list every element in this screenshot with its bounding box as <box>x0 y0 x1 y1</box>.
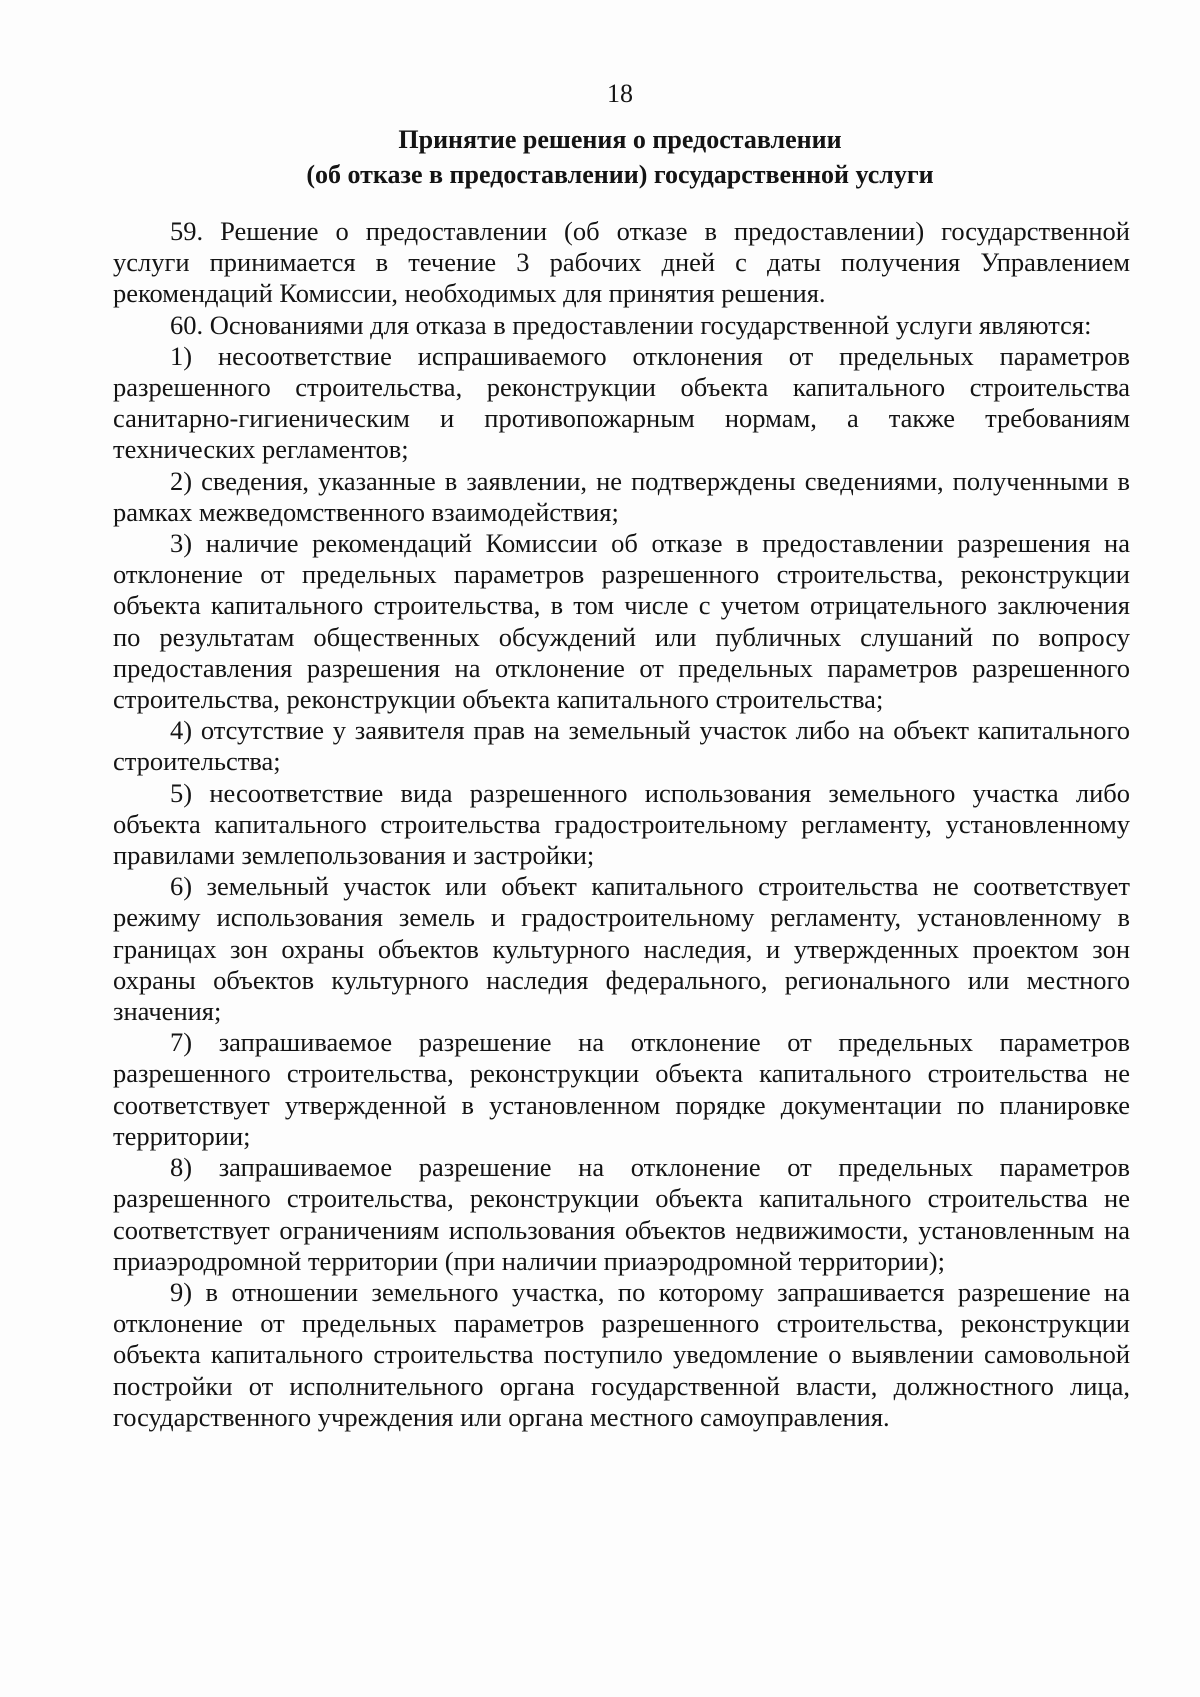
section-heading <box>0 122 1200 192</box>
list-item-6: 6) земельный участок или объект капитального строительства не соответствует режиму использования земель и градостроительному регламенту, установленному в границах зон охраны объектов культурного наследия, и утвержденных проектом зон охраны объектов культурного наследия федерального, регионального или местного значения; <box>113 871 1130 1027</box>
section-heading-line-1: Принятие решения о предоставлении <box>398 125 842 154</box>
list-item-8: 8) запрашиваемое разрешение на отклонение от предельных параметров разрешенного строительства, реконструкции объекта капитального строительства не соответствует ограничениям использования объектов недвижимости, установленным на приаэродромной территории (при наличии приаэродромной территории); <box>113 1152 1130 1276</box>
document-body <box>113 216 1130 1433</box>
list-item-2: 2) сведения, указанные в заявлении, не подтверждены сведениями, полученными в рамках межведомственного взаимодействия; <box>113 465 1130 527</box>
list-item-5: 5) несоответствие вида разрешенного использования земельного участка либо объекта капитального строительства градостроительному регламенту, установленному правилами землепользования и застройки; <box>113 777 1130 871</box>
list-item-9: 9) в отношении земельного участка, по которому запрашивается разрешение на отклонение от предельных параметров разрешенного строительства, реконструкции объекта капитального строительства поступило уведомление о выявлении самовольной постройки от исполнительного органа государственной власти, должностного лица, государственного учреждения или органа местного самоуправления. <box>113 1276 1130 1432</box>
section-heading-line-2: (об отказе в предоставлении) государственной услуги <box>306 160 934 189</box>
list-item-4: 4) отсутствие у заявителя прав на земельный участок либо на объект капитального строительства; <box>113 715 1130 777</box>
paragraph-59: 59. Решение о предоставлении (об отказе в предоставлении) государственной услуги принимается в течение 3 рабочих дней с даты получения Управлением рекомендаций Комиссии, необходимых для принятия решения. <box>113 216 1130 309</box>
paragraph-60: 60. Основаниями для отказа в предоставлении государственной услуги являются: <box>170 309 1092 340</box>
list-item-3: 3) наличие рекомендаций Комиссии об отказе в предоставлении разрешения на отклонение от предельных параметров разрешенного строительства, реконструкции объекта капитального строительства, в том числе с учетом отрицательного заключения по результатам общественных обсуждений или публичных слушаний по вопросу предоставления разрешения на отклонение от предельных параметров разрешенного строительства, реконструкции объекта капитального строительства; <box>113 528 1130 715</box>
page-number: 18 <box>607 79 633 108</box>
list-item-1: 1) несоответствие испрашиваемого отклонения от предельных параметров разрешенного строительства, реконструкции объекта капитального строительства санитарно-гигиеническим и противопожарным нормам, а также требованиям технических регламентов; <box>113 340 1130 465</box>
list-item-7: 7) запрашиваемое разрешение на отклонение от предельных параметров разрешенного строительства, реконструкции объекта капитального строительства не соответствует утвержденной в установленном порядке документации по планировке территории; <box>113 1027 1130 1151</box>
